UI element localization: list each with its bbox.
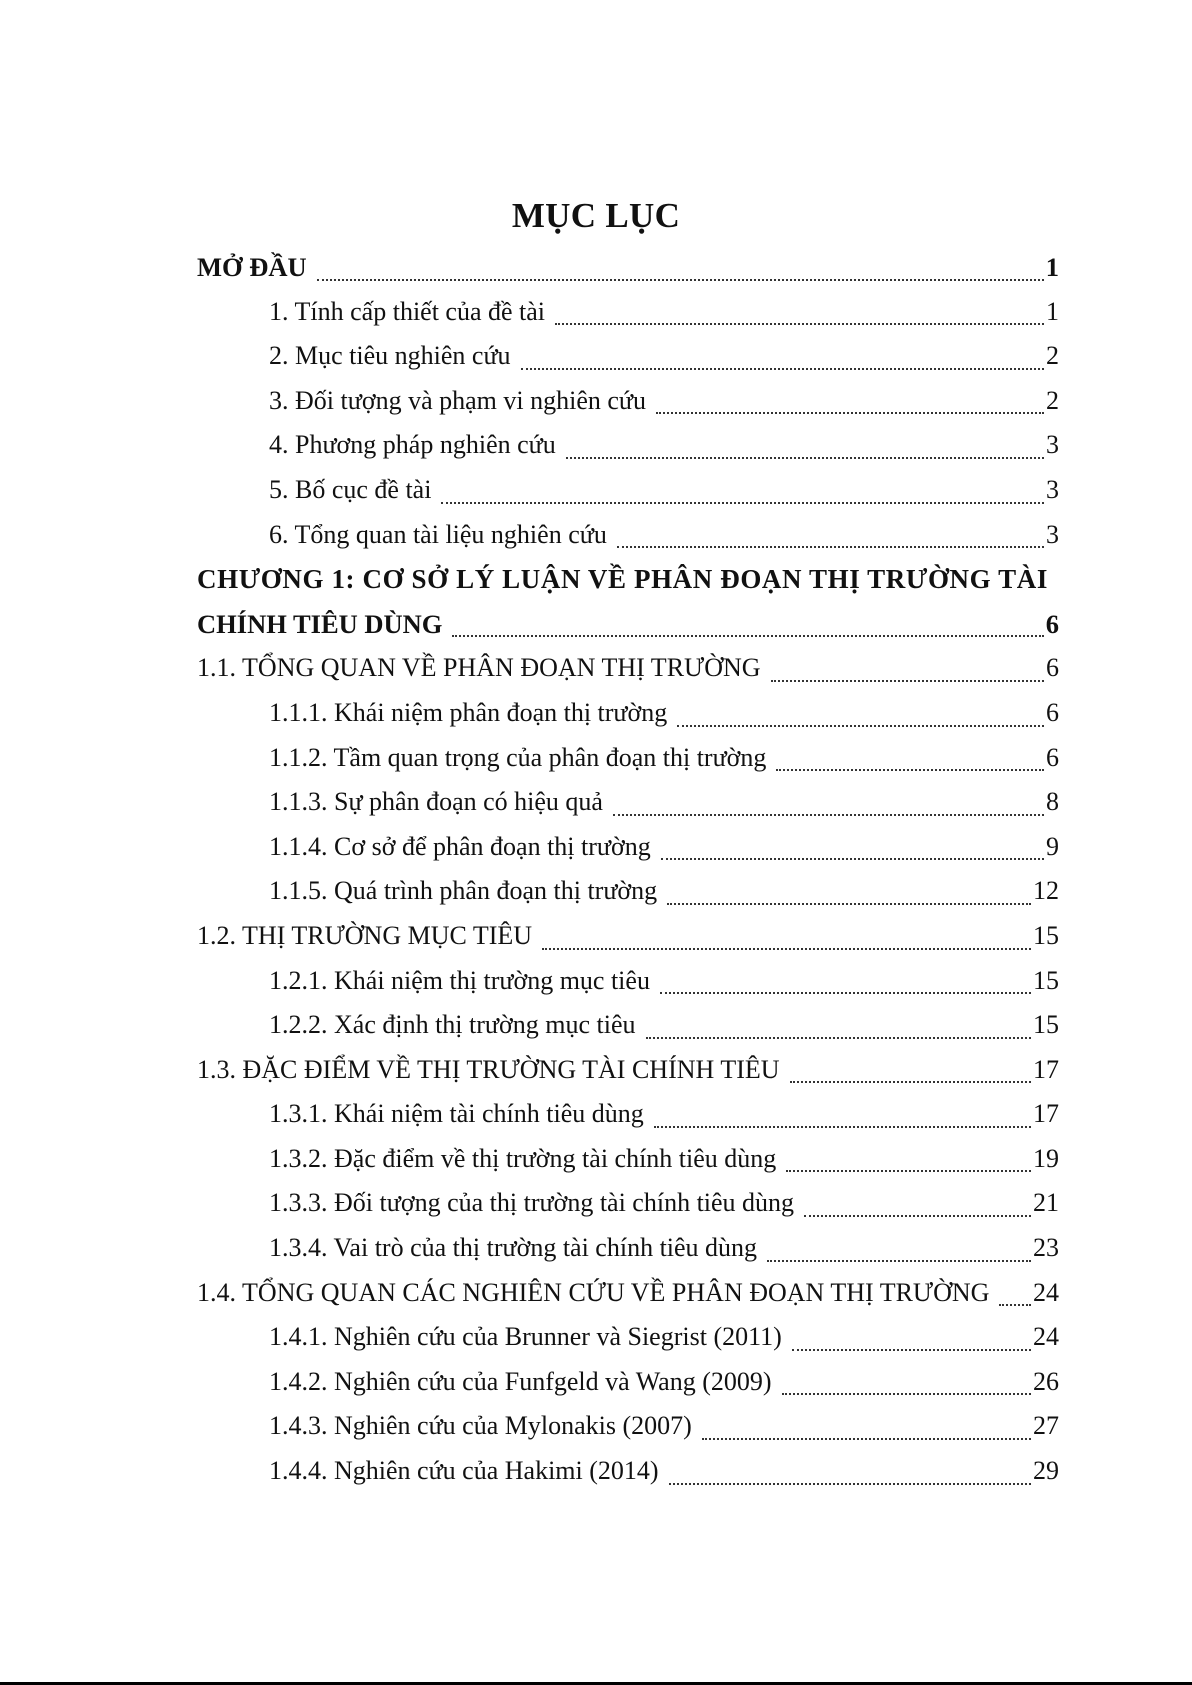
toc-entry[interactable]	[197, 1449, 1059, 1494]
toc-entry-page-number: 9	[1046, 831, 1059, 861]
dot-leader	[660, 966, 1031, 994]
toc-entry-page-number: 8	[1046, 787, 1059, 817]
toc-entry[interactable]	[197, 736, 1059, 781]
toc-entry-page-number: 6	[1046, 697, 1059, 727]
dot-leader	[669, 1457, 1031, 1485]
toc-entry[interactable]	[197, 1315, 1059, 1360]
toc-entry-page-number: 24	[1033, 1322, 1059, 1352]
toc-entry[interactable]	[197, 1271, 1059, 1316]
page-title: MỤC LỤC	[511, 196, 681, 235]
toc-entry[interactable]	[197, 959, 1059, 1004]
toc-entry[interactable]	[197, 334, 1059, 379]
toc-entry[interactable]	[197, 780, 1059, 825]
toc-entry-page-number: 15	[1033, 1010, 1059, 1040]
toc-entry[interactable]	[197, 245, 1059, 290]
dot-leader	[617, 520, 1044, 548]
toc-entry-page-number: 1	[1045, 252, 1059, 282]
toc-entry-page-number: 17	[1033, 1099, 1059, 1129]
toc-entry-page-number: 3	[1046, 519, 1059, 549]
toc-entry-label: 1.3.3. Đối tượng của thị trường tài chính tiêu dùng	[269, 1188, 795, 1218]
toc-entry-label: MỞ ĐẦU	[197, 252, 307, 282]
toc-entry-page-number: 17	[1033, 1054, 1059, 1084]
dot-leader	[654, 1100, 1031, 1128]
toc-entry-label: 1.3.4. Vai trò của thị trường tài chính tiêu dùng	[269, 1233, 758, 1263]
toc-entry-label: 1.1. TỔNG QUAN VỀ PHÂN ĐOẠN THỊ TRƯỜNG	[197, 653, 761, 683]
dot-leader	[677, 699, 1044, 727]
toc-entry-page-number: 29	[1033, 1456, 1059, 1486]
dot-leader	[767, 1234, 1031, 1262]
toc-entry-page-number: 6	[1045, 608, 1059, 639]
toc-entry-label: 4. Phương pháp nghiên cứu	[269, 430, 556, 460]
toc-entry-page-number: 2	[1046, 341, 1059, 371]
toc-entry-label: 1.2. THỊ TRƯỜNG MỤC TIÊU	[197, 920, 533, 950]
dot-leader	[317, 253, 1044, 281]
toc-entry-page-number: 3	[1046, 430, 1059, 460]
toc-entry-label: 1.4.1. Nghiên cứu của Brunner và Siegrist (2011)	[269, 1322, 782, 1352]
dot-leader	[441, 476, 1044, 504]
toc-entry[interactable]	[197, 691, 1059, 736]
dot-leader	[452, 609, 1043, 637]
toc-entry[interactable]	[197, 423, 1059, 468]
dot-leader	[702, 1412, 1031, 1440]
toc-entry-page-number: 26	[1033, 1366, 1059, 1396]
toc-entry-label: 1.1.3. Sự phân đoạn có hiệu quả	[269, 787, 603, 817]
toc-entry-label: 1.3.2. Đặc điểm về thị trường tài chính tiêu dùng	[269, 1143, 777, 1173]
toc-entry[interactable]	[197, 468, 1059, 513]
toc-entry-page-number: 15	[1033, 920, 1059, 950]
toc-entry-label: 6. Tổng quan tài liệu nghiên cứu	[269, 519, 607, 549]
toc-entry-page-number: 24	[1033, 1277, 1059, 1307]
toc-entry[interactable]	[197, 379, 1059, 424]
toc-entry[interactable]	[197, 602, 1059, 647]
toc-entry-label: 1.1.1. Khái niệm phân đoạn thị trường	[269, 697, 668, 727]
dot-leader	[804, 1189, 1031, 1217]
toc-entry-label: CHƯƠNG 1: CƠ SỞ LÝ LUẬN VỀ PHÂN ĐOẠN THỊ TRƯỜNG TÀI	[197, 564, 1048, 595]
toc-entry-label: 1.2.2. Xác định thị trường mục tiêu	[269, 1010, 636, 1040]
toc-entry-label: 1.3. ĐẶC ĐIỂM VỀ THỊ TRƯỜNG TÀI CHÍNH TIÊU	[197, 1054, 780, 1084]
dot-leader	[542, 922, 1031, 950]
toc-entry[interactable]	[197, 557, 1059, 602]
toc-entry[interactable]	[197, 869, 1059, 914]
toc-entry[interactable]	[197, 1003, 1059, 1048]
toc-entry[interactable]	[197, 1048, 1059, 1093]
toc-entry-label: CHÍNH TIÊU DÙNG	[197, 608, 443, 639]
dot-leader	[661, 832, 1044, 860]
toc-entry[interactable]	[197, 825, 1059, 870]
toc-entry-page-number: 27	[1033, 1411, 1059, 1441]
toc-entry-page-number: 2	[1046, 385, 1059, 415]
toc-entry-label: 1.4.2. Nghiên cứu của Funfgeld và Wang (2009)	[269, 1366, 772, 1396]
toc-entry[interactable]	[197, 1226, 1059, 1271]
toc-entry-label: 1.4.3. Nghiên cứu của Mylonakis (2007)	[269, 1411, 692, 1441]
toc-entry-label: 1. Tính cấp thiết của đề tài	[269, 296, 546, 326]
toc-entry-label: 1.4.4. Nghiên cứu của Hakimi (2014)	[269, 1456, 659, 1486]
toc-entry-page-number: 21	[1033, 1188, 1059, 1218]
dot-leader	[667, 877, 1031, 905]
toc-entry-label: 2. Mục tiêu nghiên cứu	[269, 341, 511, 371]
toc-entry[interactable]	[197, 1137, 1059, 1182]
toc-entry-page-number: 23	[1033, 1233, 1059, 1263]
toc-entry[interactable]	[197, 646, 1059, 691]
toc-entry-label: 1.1.5. Quá trình phân đoạn thị trường	[269, 876, 658, 906]
toc-entry-page-number: 19	[1033, 1143, 1059, 1173]
toc-entry-label: 5. Bố cục đề tài	[269, 474, 432, 504]
toc-entry[interactable]	[197, 290, 1059, 335]
dot-leader	[790, 1055, 1031, 1083]
toc-entry-label: 1.1.4. Cơ sở để phân đoạn thị trường	[269, 831, 651, 861]
toc-entry-page-number: 6	[1046, 742, 1059, 772]
dot-leader	[613, 788, 1044, 816]
dot-leader	[566, 431, 1044, 459]
dot-leader	[786, 1144, 1031, 1172]
dot-leader	[555, 297, 1044, 325]
toc-entry-page-number: 3	[1046, 474, 1059, 504]
dot-leader	[656, 386, 1044, 414]
dot-leader	[771, 654, 1044, 682]
toc-entry[interactable]	[197, 1092, 1059, 1137]
toc-entry[interactable]	[197, 914, 1059, 959]
dot-leader	[999, 1278, 1031, 1306]
toc-entry[interactable]	[197, 513, 1059, 558]
toc-entry-label: 1.1.2. Tầm quan trọng của phân đoạn thị trường	[269, 742, 767, 772]
dot-leader	[792, 1323, 1031, 1351]
toc-entry-label: 3. Đối tượng và phạm vi nghiên cứu	[269, 385, 646, 415]
table-of-contents	[197, 245, 1059, 1494]
dot-leader	[521, 342, 1044, 370]
toc-entry-label: 1.3.1. Khái niệm tài chính tiêu dùng	[269, 1099, 644, 1129]
toc-entry-page-number: 6	[1046, 653, 1059, 683]
dot-leader	[646, 1011, 1031, 1039]
toc-entry-page-number: 12	[1033, 876, 1059, 906]
toc-entry[interactable]	[197, 1360, 1059, 1405]
toc-entry[interactable]	[197, 1404, 1059, 1449]
dot-leader	[782, 1367, 1031, 1395]
dot-leader	[776, 743, 1044, 771]
toc-entry[interactable]	[197, 1181, 1059, 1226]
toc-entry-page-number: 15	[1033, 965, 1059, 995]
toc-entry-label: 1.2.1. Khái niệm thị trường mục tiêu	[269, 965, 650, 995]
toc-entry-page-number: 1	[1046, 296, 1059, 326]
toc-entry-label: 1.4. TỔNG QUAN CÁC NGHIÊN CỨU VỀ PHÂN ĐOẠN THỊ TRƯỜNG	[197, 1277, 990, 1307]
